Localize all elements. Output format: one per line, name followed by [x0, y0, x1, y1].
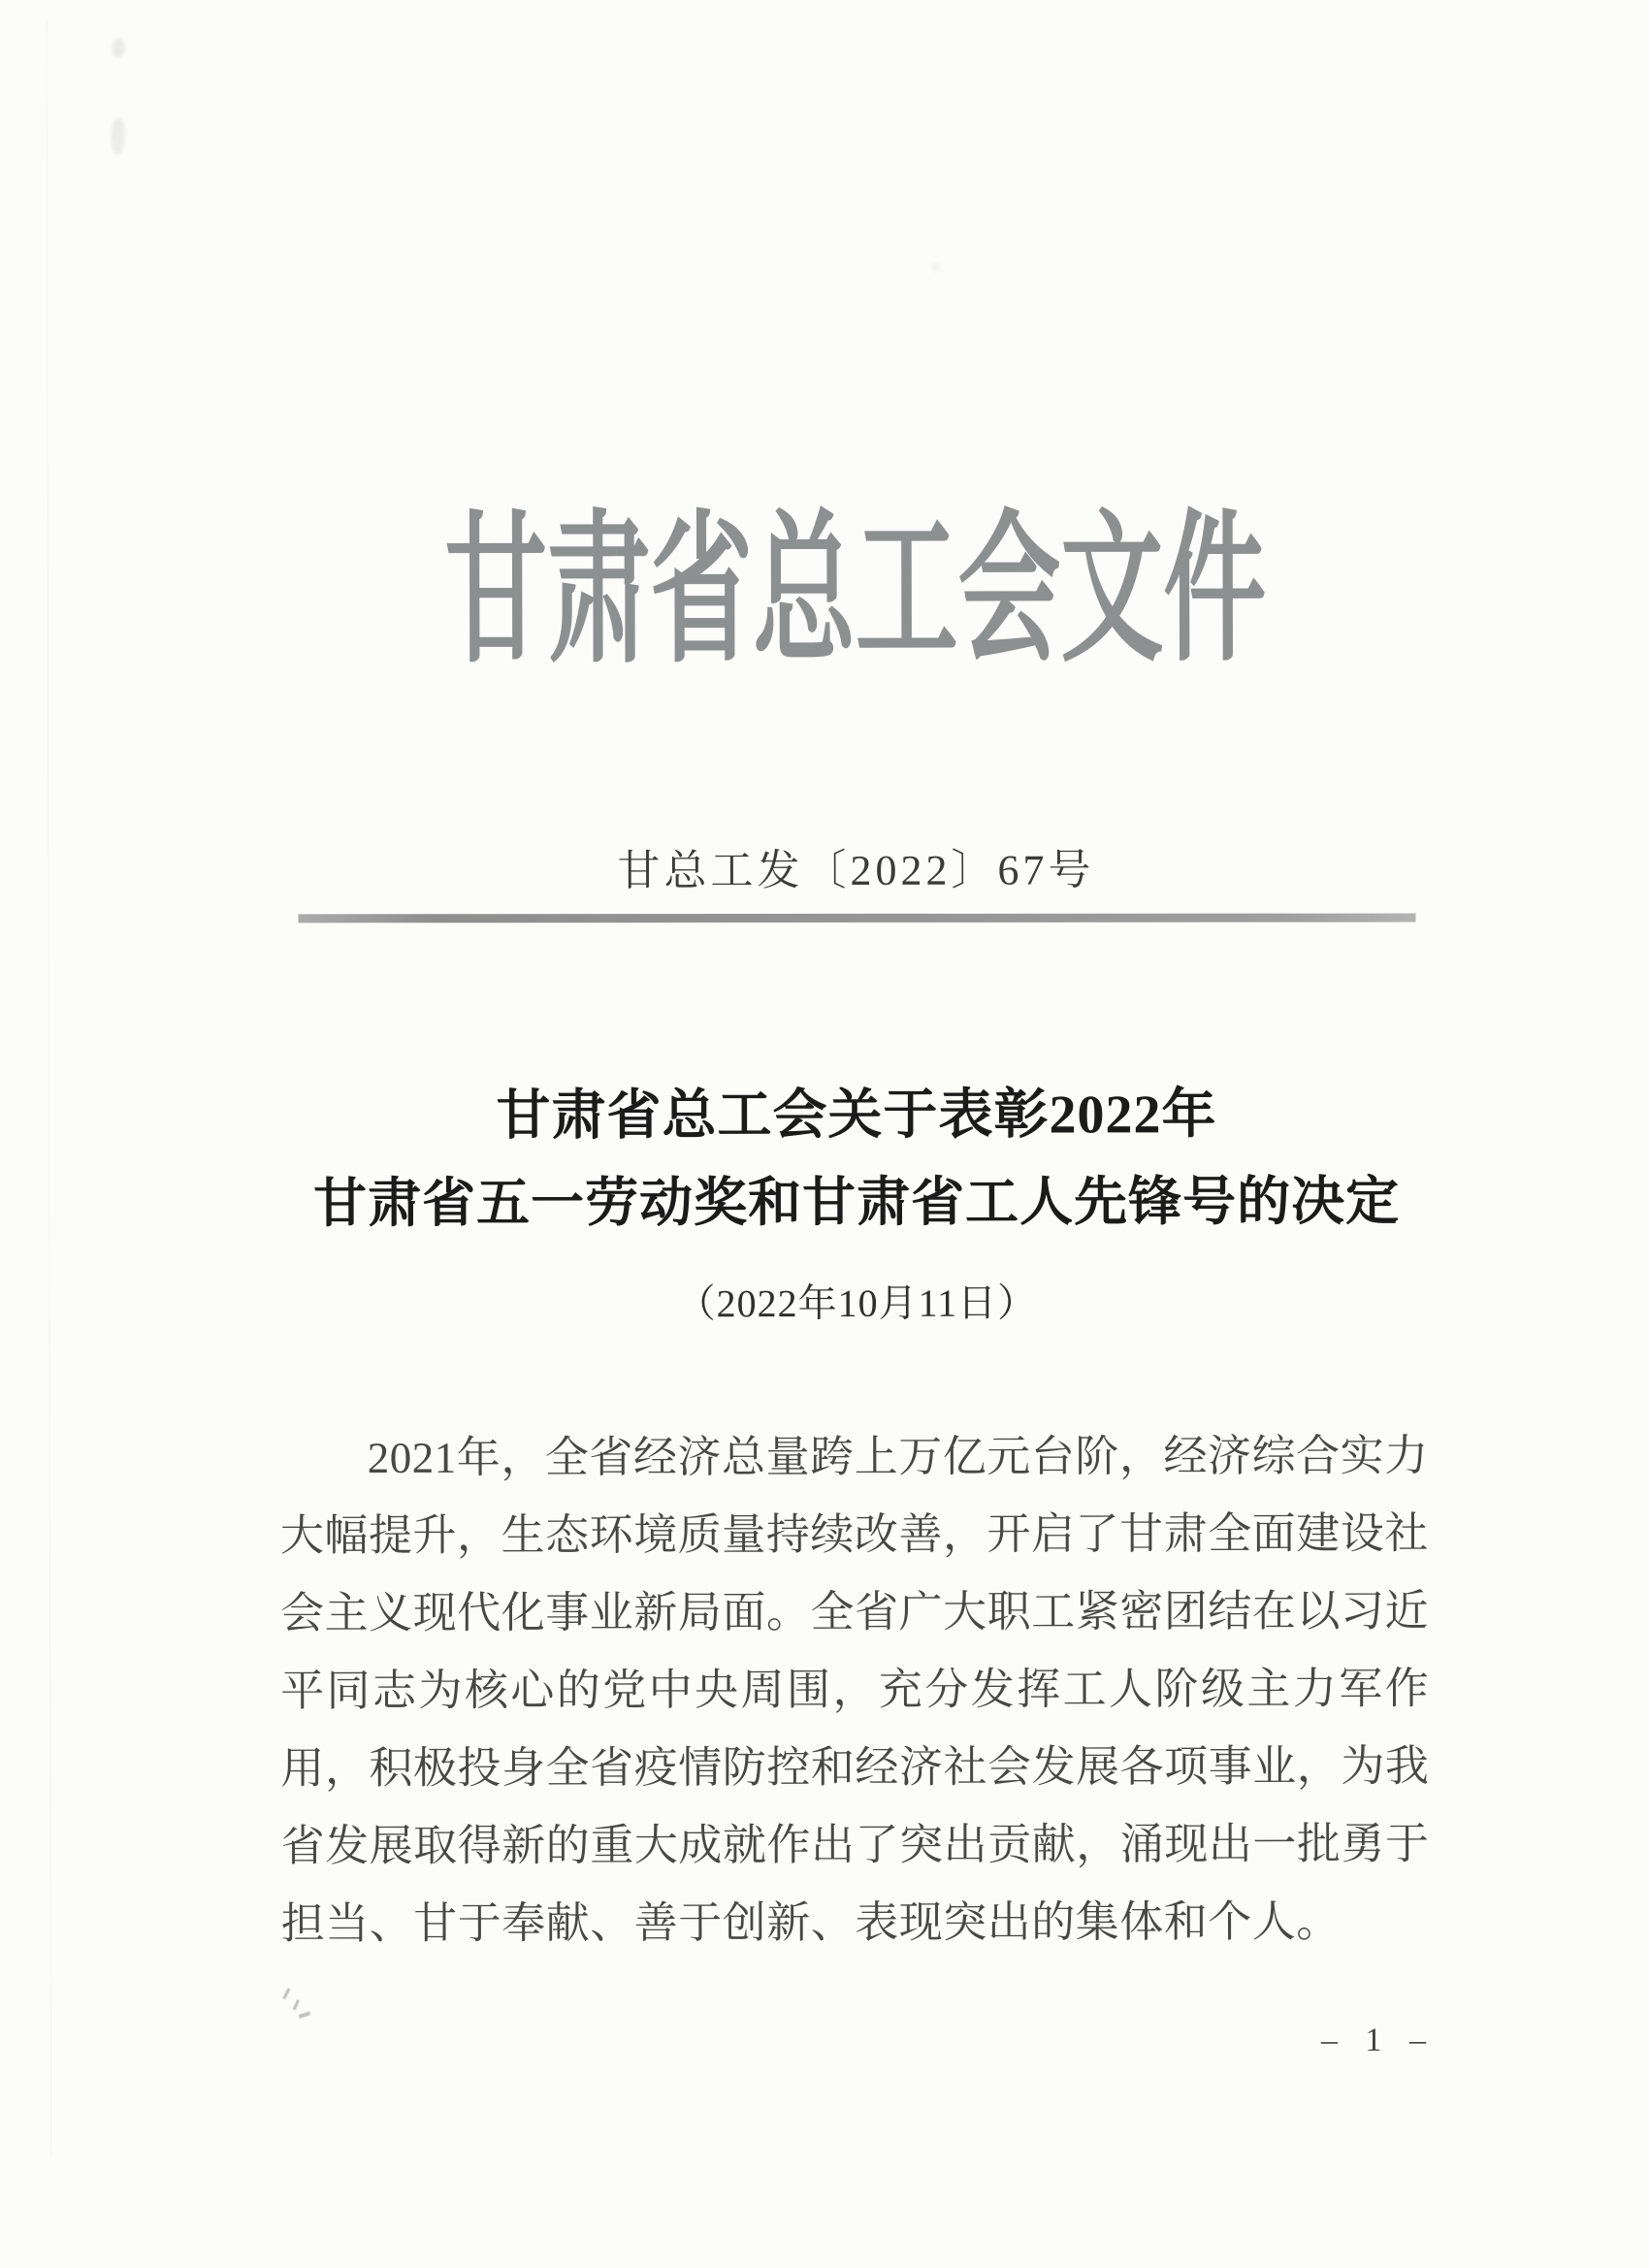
- letterhead: [31, 501, 1649, 683]
- letterhead-title: 甘肃省总工会文件: [444, 501, 1267, 683]
- page-number: – 1 –: [1320, 2022, 1436, 2058]
- scan-speck: [932, 263, 939, 272]
- letterhead-divider: [299, 914, 1416, 923]
- decision-title-line2: 甘肃省五一劳动奖和甘肃省工人先锋号的决定: [313, 1171, 1401, 1234]
- decision-title-line1: 甘肃省总工会关于表彰2022年: [496, 1085, 1217, 1147]
- scan-smudge-top-left-2: [112, 118, 125, 155]
- pencil-smudge: [283, 1986, 312, 2021]
- document-number: 甘总工发〔2022〕67号: [617, 846, 1095, 895]
- scan-smudge-top-left-1: [113, 39, 125, 58]
- decision-date: （2022年10月11日）: [676, 1280, 1038, 1326]
- body-paragraph: 2021年，全省经济总量跨上万亿元台阶，经济综合实力大幅提升，生态环境质量持续改善，开启了甘肃全面建设社会主义现代化事业新局面。全省广大职工紧密团结在以习近平同志为核心的党中央周围，充分发挥工人阶级主力军作用，积极投身全省疫情防控和经济社会发展各项事业，为我省发展取得新的重大成就作出了突出贡献，涌现出一批勇于担当、甘于奉献、善于创新、表现突出的集体和个人。: [279, 1431, 1430, 1949]
